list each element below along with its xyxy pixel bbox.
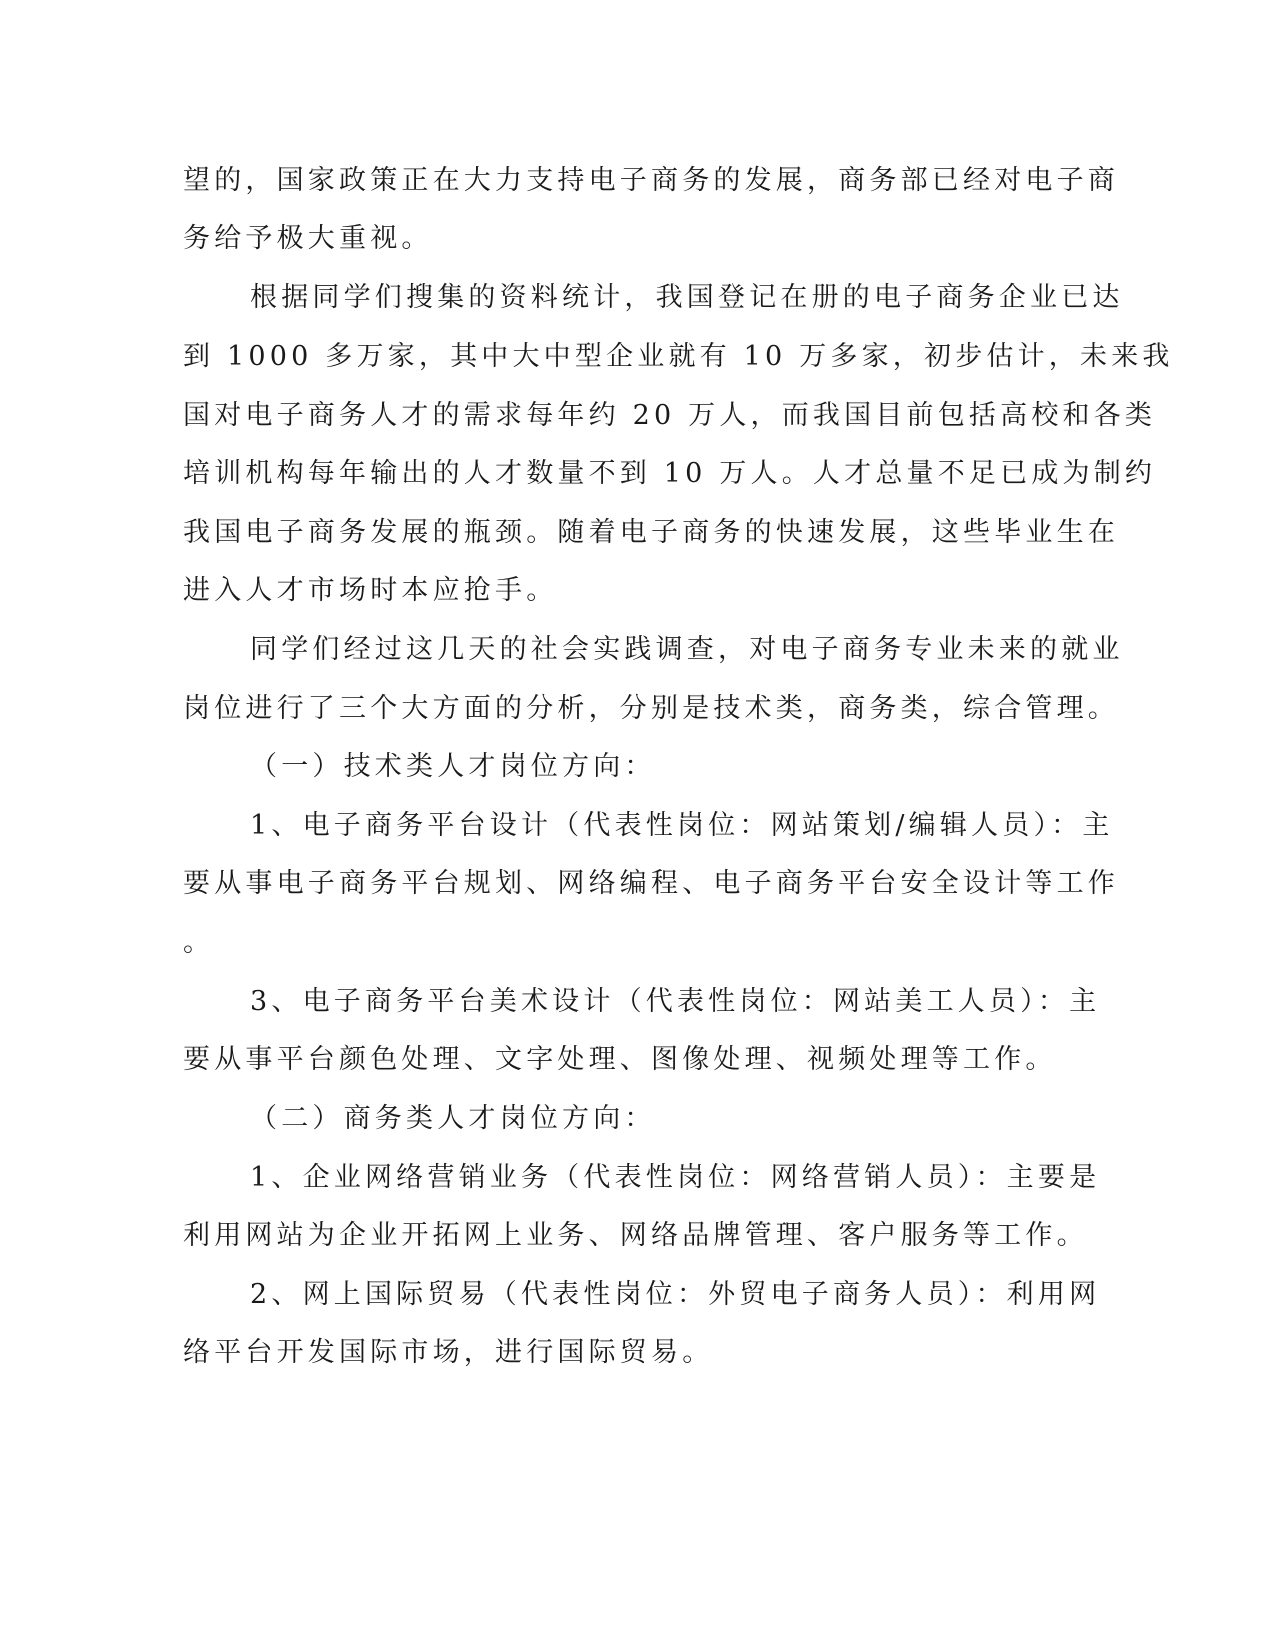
text-line: 进入人才市场时本应抢手。: [183, 575, 558, 606]
text-line: 1、企业网络营销业务（代表性岗位：网络营销人员）：主要是: [250, 1162, 1101, 1193]
text-line: 国对电子商务人才的需求每年约 20 万人，而我国目前包括高校和各类: [183, 400, 1157, 431]
text-line: 要从事平台颜色处理、文字处理、图像处理、视频处理等工作。: [183, 1044, 1057, 1075]
text-line: 根据同学们搜集的资料统计，我国登记在册的电子商务企业已达: [250, 282, 1124, 313]
text-line: 望的，国家政策正在大力支持电子商务的发展，商务部已经对电子商: [183, 165, 1119, 196]
text-line: 岗位进行了三个大方面的分析，分别是技术类，商务类，综合管理。: [183, 693, 1119, 724]
section-heading: （一）技术类人才岗位方向：: [250, 751, 656, 782]
text-line: 务给予极大重视。: [183, 223, 433, 254]
text-line: 培训机构每年输出的人才数量不到 10 万人。人才总量不足已成为制约: [183, 458, 1157, 489]
section-heading: （二）商务类人才岗位方向：: [250, 1103, 656, 1134]
text-line: 络平台开发国际市场，进行国际贸易。: [183, 1337, 714, 1368]
text-line: 2、网上国际贸易（代表性岗位：外贸电子商务人员）：利用网: [250, 1279, 1101, 1310]
text-line: 1、电子商务平台设计（代表性岗位：网站策划/编辑人员）：主: [250, 810, 1114, 841]
text-line: 到 1000 多万家，其中大中型企业就有 10 万多家，初步估计，未来我: [183, 341, 1174, 372]
text-line: 同学们经过这几天的社会实践调查，对电子商务专业未来的就业: [250, 634, 1124, 665]
text-line: 。: [183, 927, 215, 958]
text-line: 要从事电子商务平台规划、网络编程、电子商务平台安全设计等工作: [183, 868, 1119, 899]
text-line: 利用网站为企业开拓网上业务、网络品牌管理、客户服务等工作。: [183, 1220, 1088, 1251]
text-line: 3、电子商务平台美术设计（代表性岗位：网站美工人员）：主: [250, 986, 1101, 1017]
text-line: 我国电子商务发展的瓶颈。随着电子商务的快速发展，这些毕业生在: [183, 517, 1119, 548]
